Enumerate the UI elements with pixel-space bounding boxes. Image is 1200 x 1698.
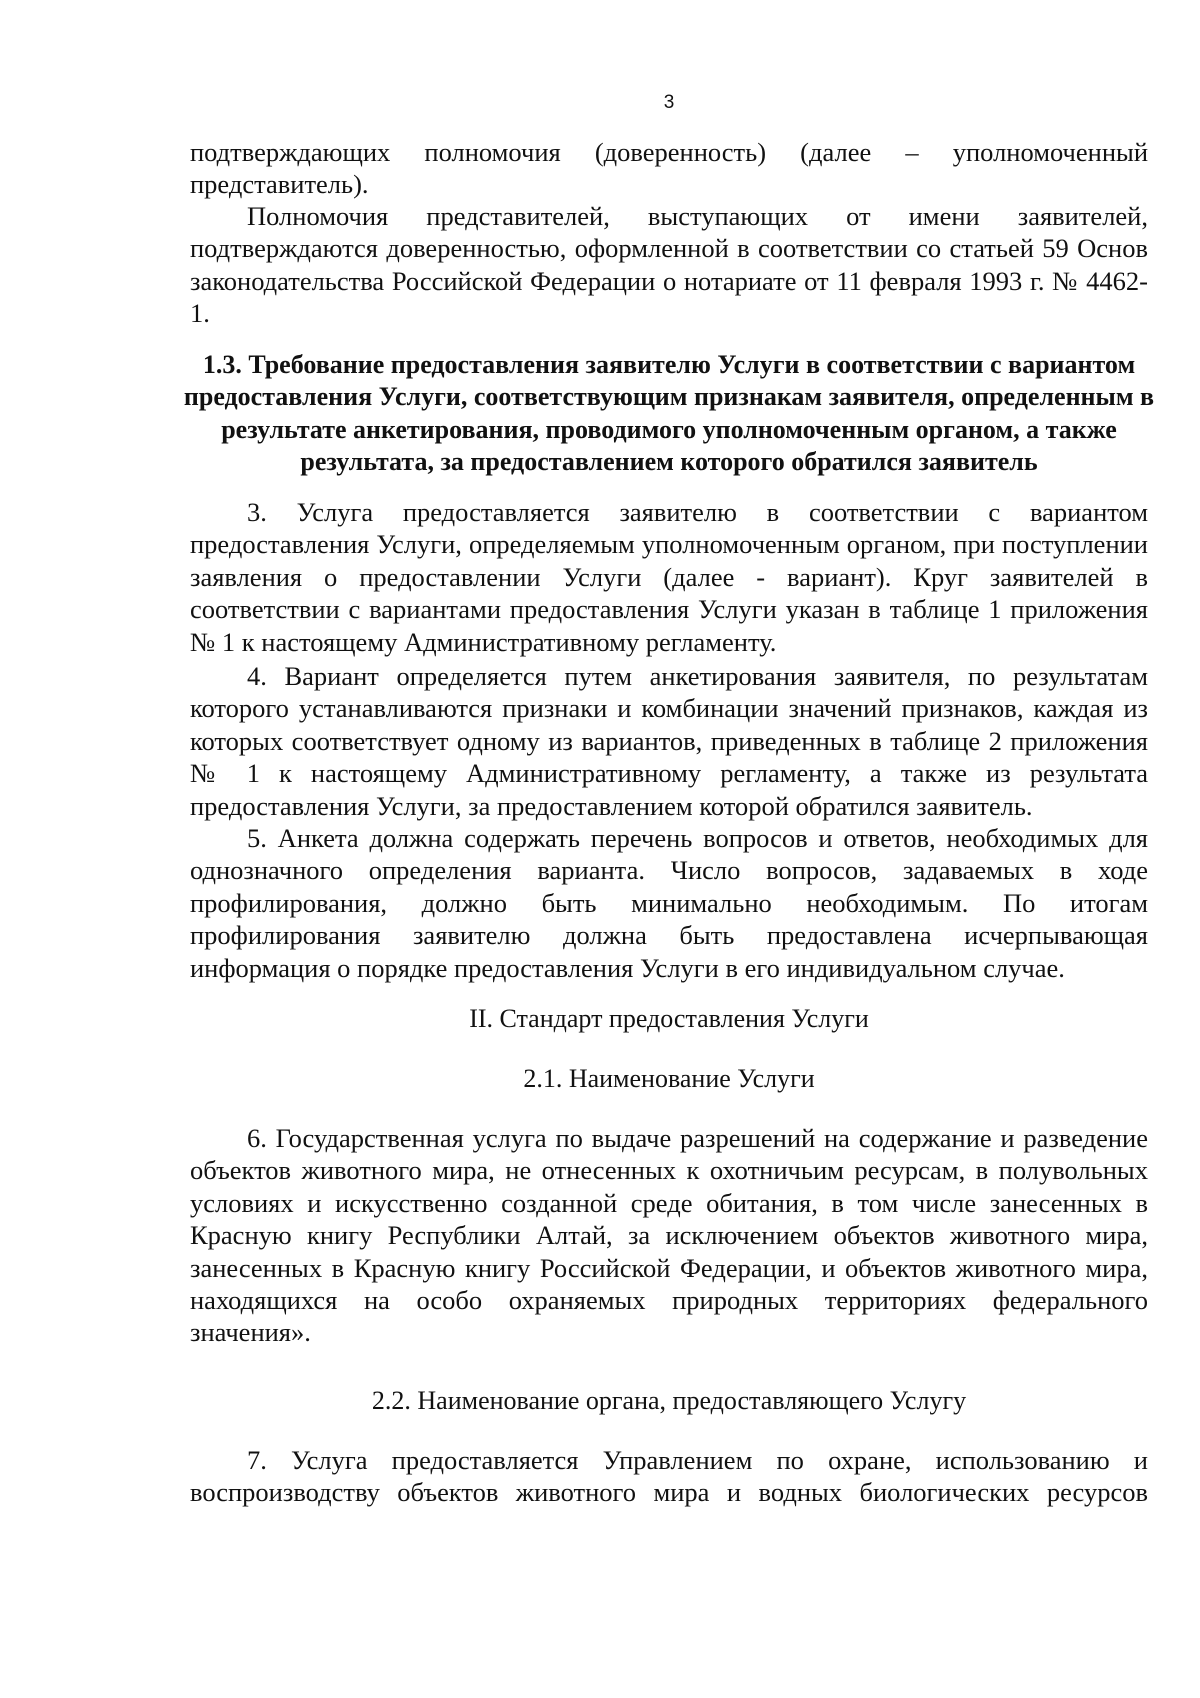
heading-1-3: 1.3. Требование предоставления заявителю Услуги в соответствии с вариантом предоставления Услуги, соответствующим признакам заявителя, определенным в результате анкетирования, проводимого уполномоченным органом, а также результата, за предоставлением которого обратился заявитель [183, 350, 1155, 477]
paragraph-authority: Полномочия представителей, выступающих от имени заявителей, подтверждаются доверенностью, оформленной в соответствии со статьей 59 Основ законодательства Российской Федерации о нотариате от 11 февраля 1993 г. № 4462-1. [190, 201, 1148, 329]
paragraph-4: 4. Вариант определяется путем анкетирования заявителя, по результатам которого устанавливаются признаки и комбинации значений признаков, каждая из которых соответствует одному из вариантов, приведенных в таблице 2 приложения № 1 к настоящему Административному регламенту, а также из результата предоставления Услуги, за предоставлением которой обратился заявитель. [190, 661, 1148, 821]
intro-line-1: подтверждающих полномочия (доверенность) (далее – уполномоченный [190, 137, 1148, 167]
paragraph-6-block [190, 1122, 1148, 1349]
section-2-heading: II. Стандарт предоставления Услуги [469, 1004, 869, 1033]
paragraph-3-block [190, 496, 1148, 658]
paragraph-5-block [190, 822, 1148, 984]
heading-2-2-block [190, 1385, 1148, 1417]
paragraph-3: 3. Услуга предоставляется заявителю в соответствии с вариантом предоставления Услуги, определяемым уполномоченным органом, при поступлении заявления о предоставлении Услуги (далее - вариант). Круг заявителей в соответствии с вариантами предоставления Услуги указан в таблице 1 приложения № 1 к настоящему Административному регламенту. [190, 497, 1148, 657]
paragraph-4-block [190, 660, 1148, 822]
paragraph-6: 6. Государственная услуга по выдаче разрешений на содержание и разведение объектов животного мира, не отнесенных к охотничьим ресурсам, в полувольных условиях и искусственно созданной среде обитания, в том числе занесенных в Красную книгу Республики Алтай, за исключением объектов животного мира, занесенных в Красную книгу Российской Федерации, и объектов животного мира, находящихся на особо охраняемых природных территориях федерального значения». [190, 1123, 1148, 1348]
paragraph-5: 5. Анкета должна содержать перечень вопросов и ответов, необходимых для однозначного определения варианта. Число вопросов, задаваемых в ходе профилирования, должно быть минимально необходимым. По итогам профилирования заявителю должна быть предоставлена исчерпывающая информация о порядке предоставления Услуги в его индивидуальном случае. [190, 823, 1148, 983]
paragraph-7: 7. Услуга предоставляется Управлением по охране, использованию и воспроизводству объектов животного мира и водных биологических ресурсов [190, 1445, 1148, 1508]
intro-line-2: представитель). [190, 169, 369, 200]
heading-2-1-block [190, 1063, 1148, 1095]
paragraph-7-block [190, 1444, 1148, 1509]
authority-block [190, 200, 1148, 330]
page-number: 3 [663, 92, 675, 113]
heading-2-2: 2.2. Наименование органа, предоставляющего Услугу [371, 1386, 967, 1415]
section-2-heading-block [190, 1003, 1148, 1035]
heading-1-3-block [182, 349, 1156, 479]
intro-block [190, 136, 1148, 201]
heading-2-1: 2.1. Наименование Услуги [523, 1064, 815, 1093]
